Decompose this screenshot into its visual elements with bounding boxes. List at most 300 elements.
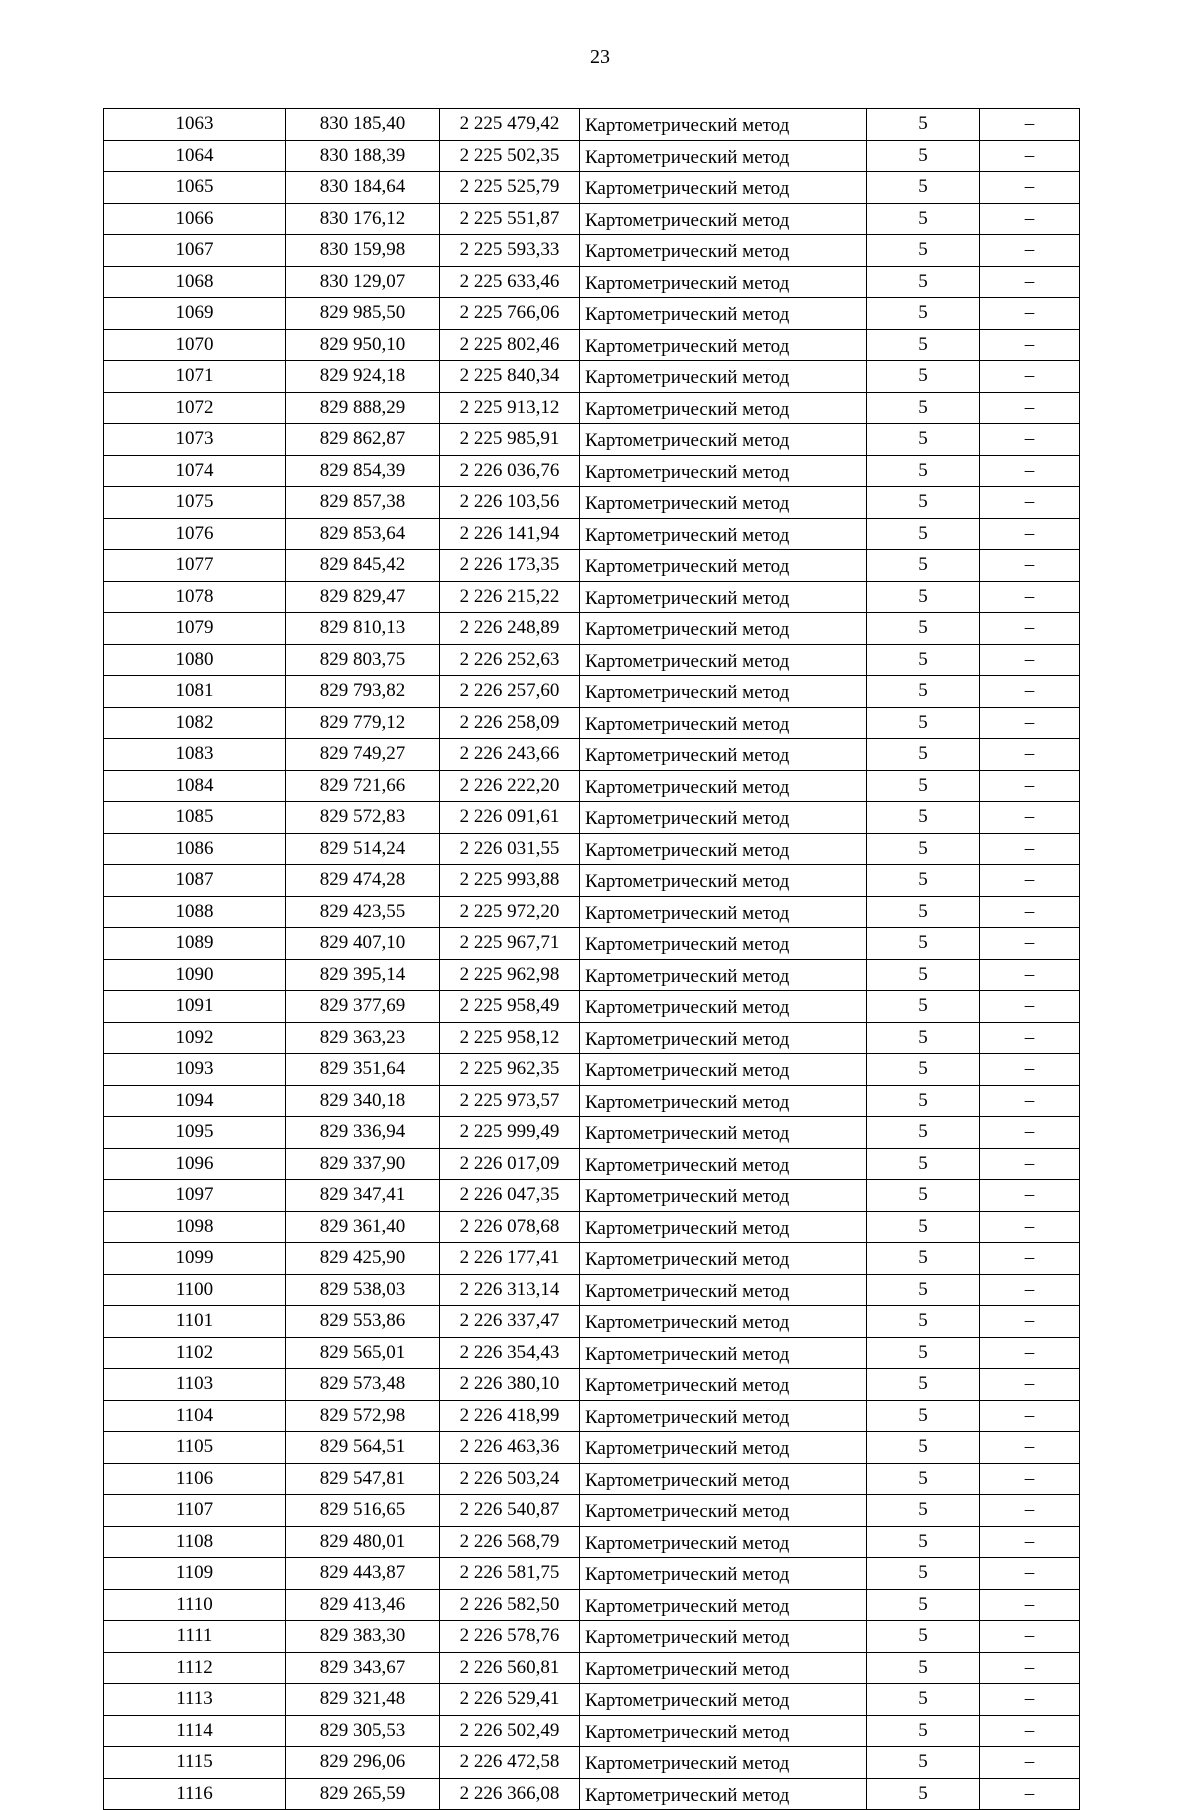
method-cell: Картометрический метод [580,235,867,267]
x-coordinate-cell: 829 423,55 [286,896,440,928]
point-number-cell: 1073 [104,424,286,456]
point-number-cell: 1083 [104,739,286,771]
description-cell: – [980,424,1080,456]
table-row [104,550,1080,582]
y-coordinate-cell: 2 226 472,58 [440,1747,580,1779]
description-cell: – [980,1495,1080,1527]
description-cell: – [980,1747,1080,1779]
description-cell: – [980,109,1080,141]
table-row [104,1526,1080,1558]
table-row [104,1148,1080,1180]
point-number-cell: 1084 [104,770,286,802]
table-row [104,1400,1080,1432]
accuracy-cell: 5 [867,581,980,613]
x-coordinate-cell: 829 407,10 [286,928,440,960]
x-coordinate-cell: 829 480,01 [286,1526,440,1558]
description-cell: – [980,959,1080,991]
accuracy-cell: 5 [867,1054,980,1086]
point-number-cell: 1090 [104,959,286,991]
accuracy-cell: 5 [867,1022,980,1054]
method-cell: Картометрический метод [580,707,867,739]
x-coordinate-cell: 830 185,40 [286,109,440,141]
method-cell: Картометрический метод [580,1085,867,1117]
description-cell: – [980,1148,1080,1180]
description-cell: – [980,1463,1080,1495]
accuracy-cell: 5 [867,361,980,393]
x-coordinate-cell: 829 377,69 [286,991,440,1023]
point-number-cell: 1103 [104,1369,286,1401]
method-cell: Картометрический метод [580,959,867,991]
method-cell: Картометрический метод [580,1274,867,1306]
y-coordinate-cell: 2 225 972,20 [440,896,580,928]
table-row [104,1117,1080,1149]
point-number-cell: 1098 [104,1211,286,1243]
point-number-cell: 1088 [104,896,286,928]
point-number-cell: 1091 [104,991,286,1023]
x-coordinate-cell: 829 853,64 [286,518,440,550]
x-coordinate-cell: 830 188,39 [286,140,440,172]
table-row [104,487,1080,519]
description-cell: – [980,1211,1080,1243]
point-number-cell: 1076 [104,518,286,550]
y-coordinate-cell: 2 225 840,34 [440,361,580,393]
description-cell: – [980,833,1080,865]
accuracy-cell: 5 [867,896,980,928]
y-coordinate-cell: 2 226 252,63 [440,644,580,676]
method-cell: Картометрический метод [580,833,867,865]
description-cell: – [980,1274,1080,1306]
description-cell: – [980,203,1080,235]
x-coordinate-cell: 829 425,90 [286,1243,440,1275]
table-row [104,1306,1080,1338]
y-coordinate-cell: 2 225 766,06 [440,298,580,330]
description-cell: – [980,581,1080,613]
description-cell: – [980,1337,1080,1369]
accuracy-cell: 5 [867,707,980,739]
y-coordinate-cell: 2 225 958,49 [440,991,580,1023]
accuracy-cell: 5 [867,739,980,771]
method-cell: Картометрический метод [580,1306,867,1338]
point-number-cell: 1078 [104,581,286,613]
y-coordinate-cell: 2 226 540,87 [440,1495,580,1527]
point-number-cell: 1116 [104,1778,286,1810]
x-coordinate-cell: 829 793,82 [286,676,440,708]
accuracy-cell: 5 [867,1117,980,1149]
point-number-cell: 1074 [104,455,286,487]
accuracy-cell: 5 [867,1369,980,1401]
y-coordinate-cell: 2 226 463,36 [440,1432,580,1464]
x-coordinate-cell: 829 564,51 [286,1432,440,1464]
x-coordinate-cell: 829 321,48 [286,1684,440,1716]
table-row [104,676,1080,708]
description-cell: – [980,172,1080,204]
y-coordinate-cell: 2 225 479,42 [440,109,580,141]
accuracy-cell: 5 [867,1558,980,1590]
method-cell: Картометрический метод [580,1337,867,1369]
x-coordinate-cell: 829 383,30 [286,1621,440,1653]
coordinates-table-body [104,109,1080,1810]
x-coordinate-cell: 829 363,23 [286,1022,440,1054]
description-cell: – [980,928,1080,960]
method-cell: Картометрический метод [580,203,867,235]
y-coordinate-cell: 2 226 036,76 [440,455,580,487]
table-row [104,518,1080,550]
x-coordinate-cell: 829 845,42 [286,550,440,582]
point-number-cell: 1104 [104,1400,286,1432]
description-cell: – [980,1684,1080,1716]
table-row [104,991,1080,1023]
y-coordinate-cell: 2 226 248,89 [440,613,580,645]
point-number-cell: 1080 [104,644,286,676]
method-cell: Картометрический метод [580,109,867,141]
description-cell: – [980,1400,1080,1432]
x-coordinate-cell: 829 547,81 [286,1463,440,1495]
x-coordinate-cell: 829 950,10 [286,329,440,361]
accuracy-cell: 5 [867,1621,980,1653]
x-coordinate-cell: 829 749,27 [286,739,440,771]
table-row [104,1778,1080,1810]
method-cell: Картометрический метод [580,581,867,613]
y-coordinate-cell: 2 225 551,87 [440,203,580,235]
y-coordinate-cell: 2 226 502,49 [440,1715,580,1747]
method-cell: Картометрический метод [580,1432,867,1464]
description-cell: – [980,298,1080,330]
table-row [104,770,1080,802]
method-cell: Картометрический метод [580,1621,867,1653]
x-coordinate-cell: 829 565,01 [286,1337,440,1369]
accuracy-cell: 5 [867,140,980,172]
description-cell: – [980,1085,1080,1117]
accuracy-cell: 5 [867,770,980,802]
point-number-cell: 1072 [104,392,286,424]
method-cell: Картометрический метод [580,455,867,487]
method-cell: Картометрический метод [580,1400,867,1432]
description-cell: – [980,770,1080,802]
method-cell: Картометрический метод [580,1022,867,1054]
y-coordinate-cell: 2 226 529,41 [440,1684,580,1716]
table-row [104,235,1080,267]
table-row [104,833,1080,865]
table-row [104,329,1080,361]
accuracy-cell: 5 [867,455,980,487]
method-cell: Картометрический метод [580,1589,867,1621]
x-coordinate-cell: 829 265,59 [286,1778,440,1810]
point-number-cell: 1105 [104,1432,286,1464]
coordinates-table [103,108,1080,1810]
point-number-cell: 1066 [104,203,286,235]
accuracy-cell: 5 [867,1495,980,1527]
accuracy-cell: 5 [867,1337,980,1369]
description-cell: – [980,1589,1080,1621]
point-number-cell: 1064 [104,140,286,172]
y-coordinate-cell: 2 225 962,35 [440,1054,580,1086]
point-number-cell: 1115 [104,1747,286,1779]
description-cell: – [980,266,1080,298]
y-coordinate-cell: 2 226 031,55 [440,833,580,865]
point-number-cell: 1094 [104,1085,286,1117]
x-coordinate-cell: 829 443,87 [286,1558,440,1590]
description-cell: – [980,1369,1080,1401]
y-coordinate-cell: 2 225 525,79 [440,172,580,204]
x-coordinate-cell: 829 337,90 [286,1148,440,1180]
accuracy-cell: 5 [867,991,980,1023]
description-cell: – [980,487,1080,519]
description-cell: – [980,644,1080,676]
method-cell: Картометрический метод [580,1369,867,1401]
y-coordinate-cell: 2 226 222,20 [440,770,580,802]
x-coordinate-cell: 830 159,98 [286,235,440,267]
accuracy-cell: 5 [867,1306,980,1338]
x-coordinate-cell: 829 810,13 [286,613,440,645]
method-cell: Картометрический метод [580,865,867,897]
method-cell: Картометрический метод [580,1211,867,1243]
x-coordinate-cell: 829 572,83 [286,802,440,834]
point-number-cell: 1099 [104,1243,286,1275]
x-coordinate-cell: 829 854,39 [286,455,440,487]
method-cell: Картометрический метод [580,1558,867,1590]
y-coordinate-cell: 2 225 993,88 [440,865,580,897]
method-cell: Картометрический метод [580,329,867,361]
table-row [104,928,1080,960]
table-row [104,1652,1080,1684]
description-cell: – [980,802,1080,834]
method-cell: Картометрический метод [580,1684,867,1716]
accuracy-cell: 5 [867,1715,980,1747]
table-row [104,172,1080,204]
table-row [104,613,1080,645]
accuracy-cell: 5 [867,518,980,550]
accuracy-cell: 5 [867,329,980,361]
x-coordinate-cell: 829 305,53 [286,1715,440,1747]
point-number-cell: 1082 [104,707,286,739]
x-coordinate-cell: 829 361,40 [286,1211,440,1243]
accuracy-cell: 5 [867,1180,980,1212]
y-coordinate-cell: 2 226 173,35 [440,550,580,582]
table-row [104,1432,1080,1464]
table-row [104,1558,1080,1590]
table-row [104,1589,1080,1621]
point-number-cell: 1113 [104,1684,286,1716]
method-cell: Картометрический метод [580,896,867,928]
accuracy-cell: 5 [867,676,980,708]
accuracy-cell: 5 [867,203,980,235]
accuracy-cell: 5 [867,424,980,456]
point-number-cell: 1097 [104,1180,286,1212]
x-coordinate-cell: 829 573,48 [286,1369,440,1401]
method-cell: Картометрический метод [580,172,867,204]
method-cell: Картометрический метод [580,424,867,456]
x-coordinate-cell: 830 176,12 [286,203,440,235]
y-coordinate-cell: 2 226 354,43 [440,1337,580,1369]
x-coordinate-cell: 829 721,66 [286,770,440,802]
point-number-cell: 1063 [104,109,286,141]
description-cell: – [980,1054,1080,1086]
page-number: 23 [590,46,610,68]
point-number-cell: 1077 [104,550,286,582]
accuracy-cell: 5 [867,1148,980,1180]
point-number-cell: 1067 [104,235,286,267]
description-cell: – [980,1652,1080,1684]
x-coordinate-cell: 829 413,46 [286,1589,440,1621]
point-number-cell: 1102 [104,1337,286,1369]
description-cell: – [980,1432,1080,1464]
y-coordinate-cell: 2 226 313,14 [440,1274,580,1306]
table-row [104,896,1080,928]
point-number-cell: 1096 [104,1148,286,1180]
table-row [104,266,1080,298]
y-coordinate-cell: 2 225 999,49 [440,1117,580,1149]
y-coordinate-cell: 2 225 802,46 [440,329,580,361]
description-cell: – [980,991,1080,1023]
description-cell: – [980,676,1080,708]
point-number-cell: 1071 [104,361,286,393]
description-cell: – [980,1117,1080,1149]
x-coordinate-cell: 830 129,07 [286,266,440,298]
y-coordinate-cell: 2 225 913,12 [440,392,580,424]
accuracy-cell: 5 [867,1085,980,1117]
method-cell: Картометрический метод [580,266,867,298]
y-coordinate-cell: 2 226 103,56 [440,487,580,519]
accuracy-cell: 5 [867,1652,980,1684]
accuracy-cell: 5 [867,1747,980,1779]
point-number-cell: 1085 [104,802,286,834]
method-cell: Картометрический метод [580,550,867,582]
accuracy-cell: 5 [867,613,980,645]
accuracy-cell: 5 [867,644,980,676]
table-row [104,739,1080,771]
accuracy-cell: 5 [867,298,980,330]
x-coordinate-cell: 829 343,67 [286,1652,440,1684]
table-row [104,1337,1080,1369]
table-row [104,707,1080,739]
y-coordinate-cell: 2 226 078,68 [440,1211,580,1243]
method-cell: Картометрический метод [580,1715,867,1747]
accuracy-cell: 5 [867,1243,980,1275]
y-coordinate-cell: 2 226 337,47 [440,1306,580,1338]
method-cell: Картометрический метод [580,1117,867,1149]
description-cell: – [980,707,1080,739]
description-cell: – [980,1243,1080,1275]
accuracy-cell: 5 [867,487,980,519]
point-number-cell: 1107 [104,1495,286,1527]
accuracy-cell: 5 [867,266,980,298]
method-cell: Картометрический метод [580,1243,867,1275]
accuracy-cell: 5 [867,1400,980,1432]
accuracy-cell: 5 [867,235,980,267]
table-row [104,959,1080,991]
description-cell: – [980,140,1080,172]
accuracy-cell: 5 [867,865,980,897]
y-coordinate-cell: 2 226 560,81 [440,1652,580,1684]
point-number-cell: 1065 [104,172,286,204]
description-cell: – [980,1022,1080,1054]
method-cell: Картометрический метод [580,1747,867,1779]
accuracy-cell: 5 [867,550,980,582]
table-row [104,644,1080,676]
point-number-cell: 1108 [104,1526,286,1558]
description-cell: – [980,1180,1080,1212]
y-coordinate-cell: 2 226 091,61 [440,802,580,834]
point-number-cell: 1069 [104,298,286,330]
description-cell: – [980,865,1080,897]
method-cell: Картометрический метод [580,1495,867,1527]
x-coordinate-cell: 829 924,18 [286,361,440,393]
x-coordinate-cell: 829 985,50 [286,298,440,330]
method-cell: Картометрический метод [580,676,867,708]
y-coordinate-cell: 2 225 502,35 [440,140,580,172]
y-coordinate-cell: 2 226 581,75 [440,1558,580,1590]
x-coordinate-cell: 829 857,38 [286,487,440,519]
y-coordinate-cell: 2 225 593,33 [440,235,580,267]
method-cell: Картометрический метод [580,1652,867,1684]
x-coordinate-cell: 829 347,41 [286,1180,440,1212]
accuracy-cell: 5 [867,928,980,960]
point-number-cell: 1106 [104,1463,286,1495]
point-number-cell: 1089 [104,928,286,960]
accuracy-cell: 5 [867,1463,980,1495]
accuracy-cell: 5 [867,1526,980,1558]
point-number-cell: 1081 [104,676,286,708]
table-row [104,109,1080,141]
y-coordinate-cell: 2 226 582,50 [440,1589,580,1621]
point-number-cell: 1111 [104,1621,286,1653]
description-cell: – [980,361,1080,393]
method-cell: Картометрический метод [580,140,867,172]
point-number-cell: 1112 [104,1652,286,1684]
point-number-cell: 1075 [104,487,286,519]
y-coordinate-cell: 2 226 258,09 [440,707,580,739]
x-coordinate-cell: 829 888,29 [286,392,440,424]
method-cell: Картометрический метод [580,991,867,1023]
accuracy-cell: 5 [867,1211,980,1243]
point-number-cell: 1114 [104,1715,286,1747]
method-cell: Картометрический метод [580,928,867,960]
x-coordinate-cell: 829 336,94 [286,1117,440,1149]
table-row [104,865,1080,897]
table-row [104,361,1080,393]
point-number-cell: 1101 [104,1306,286,1338]
x-coordinate-cell: 829 395,14 [286,959,440,991]
x-coordinate-cell: 829 340,18 [286,1085,440,1117]
table-row [104,1085,1080,1117]
point-number-cell: 1087 [104,865,286,897]
table-row [104,802,1080,834]
description-cell: – [980,896,1080,928]
y-coordinate-cell: 2 226 418,99 [440,1400,580,1432]
table-row [104,1274,1080,1306]
method-cell: Картометрический метод [580,1778,867,1810]
method-cell: Картометрический метод [580,1526,867,1558]
y-coordinate-cell: 2 225 973,57 [440,1085,580,1117]
x-coordinate-cell: 829 803,75 [286,644,440,676]
accuracy-cell: 5 [867,1432,980,1464]
method-cell: Картометрический метод [580,361,867,393]
y-coordinate-cell: 2 225 633,46 [440,266,580,298]
table-row [104,1022,1080,1054]
method-cell: Картометрический метод [580,613,867,645]
point-number-cell: 1086 [104,833,286,865]
method-cell: Картометрический метод [580,770,867,802]
method-cell: Картометрический метод [580,1180,867,1212]
description-cell: – [980,739,1080,771]
description-cell: – [980,329,1080,361]
y-coordinate-cell: 2 226 578,76 [440,1621,580,1653]
description-cell: – [980,550,1080,582]
description-cell: – [980,518,1080,550]
description-cell: – [980,1558,1080,1590]
table-row [104,1747,1080,1779]
table-row [104,1243,1080,1275]
